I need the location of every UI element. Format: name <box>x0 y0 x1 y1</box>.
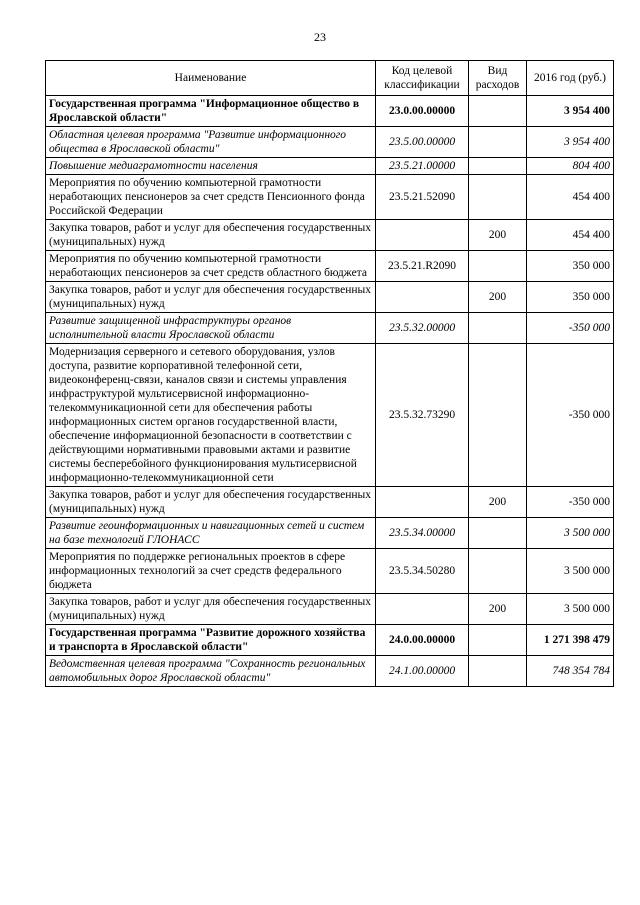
table-row <box>46 344 614 487</box>
cell-type <box>469 625 527 656</box>
cell-name: Мероприятия по поддержке региональных проектов в сфере информационных технологий за счет средств федерального бюджета <box>46 549 376 594</box>
budget-table <box>45 60 614 687</box>
table-row <box>46 625 614 656</box>
cell-name: Закупка товаров, работ и услуг для обеспечения государственных (муниципальных) нужд <box>46 487 376 518</box>
table-row <box>46 175 614 220</box>
cell-code: 23.5.21.00000 <box>376 158 469 175</box>
cell-amount: 3 500 000 <box>527 518 614 549</box>
table-row <box>46 594 614 625</box>
cell-name: Повышение медиаграмотности населения <box>46 158 376 175</box>
cell-code: 23.5.34.00000 <box>376 518 469 549</box>
cell-code: 23.5.32.73290 <box>376 344 469 487</box>
cell-type <box>469 158 527 175</box>
cell-amount: -350 000 <box>527 313 614 344</box>
cell-type: 200 <box>469 594 527 625</box>
cell-name: Развитие геоинформационных и навигационных сетей и систем на базе технологий ГЛОНАСС <box>46 518 376 549</box>
cell-type <box>469 549 527 594</box>
table-row <box>46 158 614 175</box>
cell-code <box>376 594 469 625</box>
cell-type <box>469 344 527 487</box>
cell-name: Развитие защищенной инфраструктуры органов исполнительной власти Ярославской области <box>46 313 376 344</box>
cell-name: Ведомственная целевая программа "Сохранность региональных автомобильных дорог Ярославской области" <box>46 656 376 687</box>
cell-name: Закупка товаров, работ и услуг для обеспечения государственных (муниципальных) нужд <box>46 282 376 313</box>
table-row <box>46 96 614 127</box>
cell-name: Закупка товаров, работ и услуг для обеспечения государственных (муниципальных) нужд <box>46 594 376 625</box>
cell-name: Модернизация серверного и сетевого оборудования, узлов доступа, развитие корпоративной телефонной сети, видеоконференц-связи, каналов связи и системы управления инфраструктурой мультисервисной информационно-телекоммуникационной сети для обеспечения работы информационных систем органов государственной власти, обеспечение информационной безопасности в соответствии с действующими нормативными правовыми актами и развитие системы бесперебойного функционирования мультисервисной информационно-телекоммуникационной сети <box>46 344 376 487</box>
cell-name: Закупка товаров, работ и услуг для обеспечения государственных (муниципальных) нужд <box>46 220 376 251</box>
cell-code: 23.5.34.50280 <box>376 549 469 594</box>
cell-name: Мероприятия по обучению компьютерной грамотности неработающих пенсионеров за счет средств Пенсионного фонда Российской Федерации <box>46 175 376 220</box>
page-number: 23 <box>314 30 326 44</box>
cell-type <box>469 175 527 220</box>
table-row <box>46 127 614 158</box>
cell-type <box>469 96 527 127</box>
cell-code: 23.0.00.00000 <box>376 96 469 127</box>
table-row <box>46 313 614 344</box>
cell-code <box>376 220 469 251</box>
cell-code: 23.5.32.00000 <box>376 313 469 344</box>
cell-amount: 454 400 <box>527 220 614 251</box>
cell-type <box>469 313 527 344</box>
cell-type <box>469 518 527 549</box>
cell-amount: 1 271 398 479 <box>527 625 614 656</box>
cell-type <box>469 656 527 687</box>
table-row <box>46 251 614 282</box>
cell-amount: 3 954 400 <box>527 127 614 158</box>
cell-code: 23.5.21.52090 <box>376 175 469 220</box>
cell-code: 23.5.21.R2090 <box>376 251 469 282</box>
cell-name: Государственная программа "Информационное общество в Ярославской области" <box>46 96 376 127</box>
cell-code: 24.1.00.00000 <box>376 656 469 687</box>
cell-amount: 454 400 <box>527 175 614 220</box>
cell-type: 200 <box>469 282 527 313</box>
cell-type: 200 <box>469 487 527 518</box>
table-row <box>46 220 614 251</box>
table-row <box>46 549 614 594</box>
cell-amount: 350 000 <box>527 282 614 313</box>
table-header-row <box>46 61 614 96</box>
header-type: Вид расходов <box>469 61 527 96</box>
cell-code: 24.0.00.00000 <box>376 625 469 656</box>
table-row <box>46 656 614 687</box>
header-code: Код целевой классификации <box>376 61 469 96</box>
cell-amount: 748 354 784 <box>527 656 614 687</box>
table-row <box>46 518 614 549</box>
cell-name: Государственная программа "Развитие дорожного хозяйства и транспорта в Ярославской области" <box>46 625 376 656</box>
cell-amount: 3 954 400 <box>527 96 614 127</box>
cell-name: Областная целевая программа "Развитие информационного общества в Ярославской области" <box>46 127 376 158</box>
header-name: Наименование <box>46 61 376 96</box>
cell-name: Мероприятия по обучению компьютерной грамотности неработающих пенсионеров за счет средств областного бюджета <box>46 251 376 282</box>
cell-amount: 3 500 000 <box>527 594 614 625</box>
cell-type <box>469 127 527 158</box>
table-row <box>46 487 614 518</box>
cell-type: 200 <box>469 220 527 251</box>
cell-amount: -350 000 <box>527 344 614 487</box>
table-row <box>46 282 614 313</box>
cell-code <box>376 487 469 518</box>
cell-code: 23.5.00.00000 <box>376 127 469 158</box>
cell-amount: -350 000 <box>527 487 614 518</box>
cell-amount: 350 000 <box>527 251 614 282</box>
header-amount: 2016 год (руб.) <box>527 61 614 96</box>
cell-amount: 3 500 000 <box>527 549 614 594</box>
cell-amount: 804 400 <box>527 158 614 175</box>
cell-code <box>376 282 469 313</box>
cell-type <box>469 251 527 282</box>
